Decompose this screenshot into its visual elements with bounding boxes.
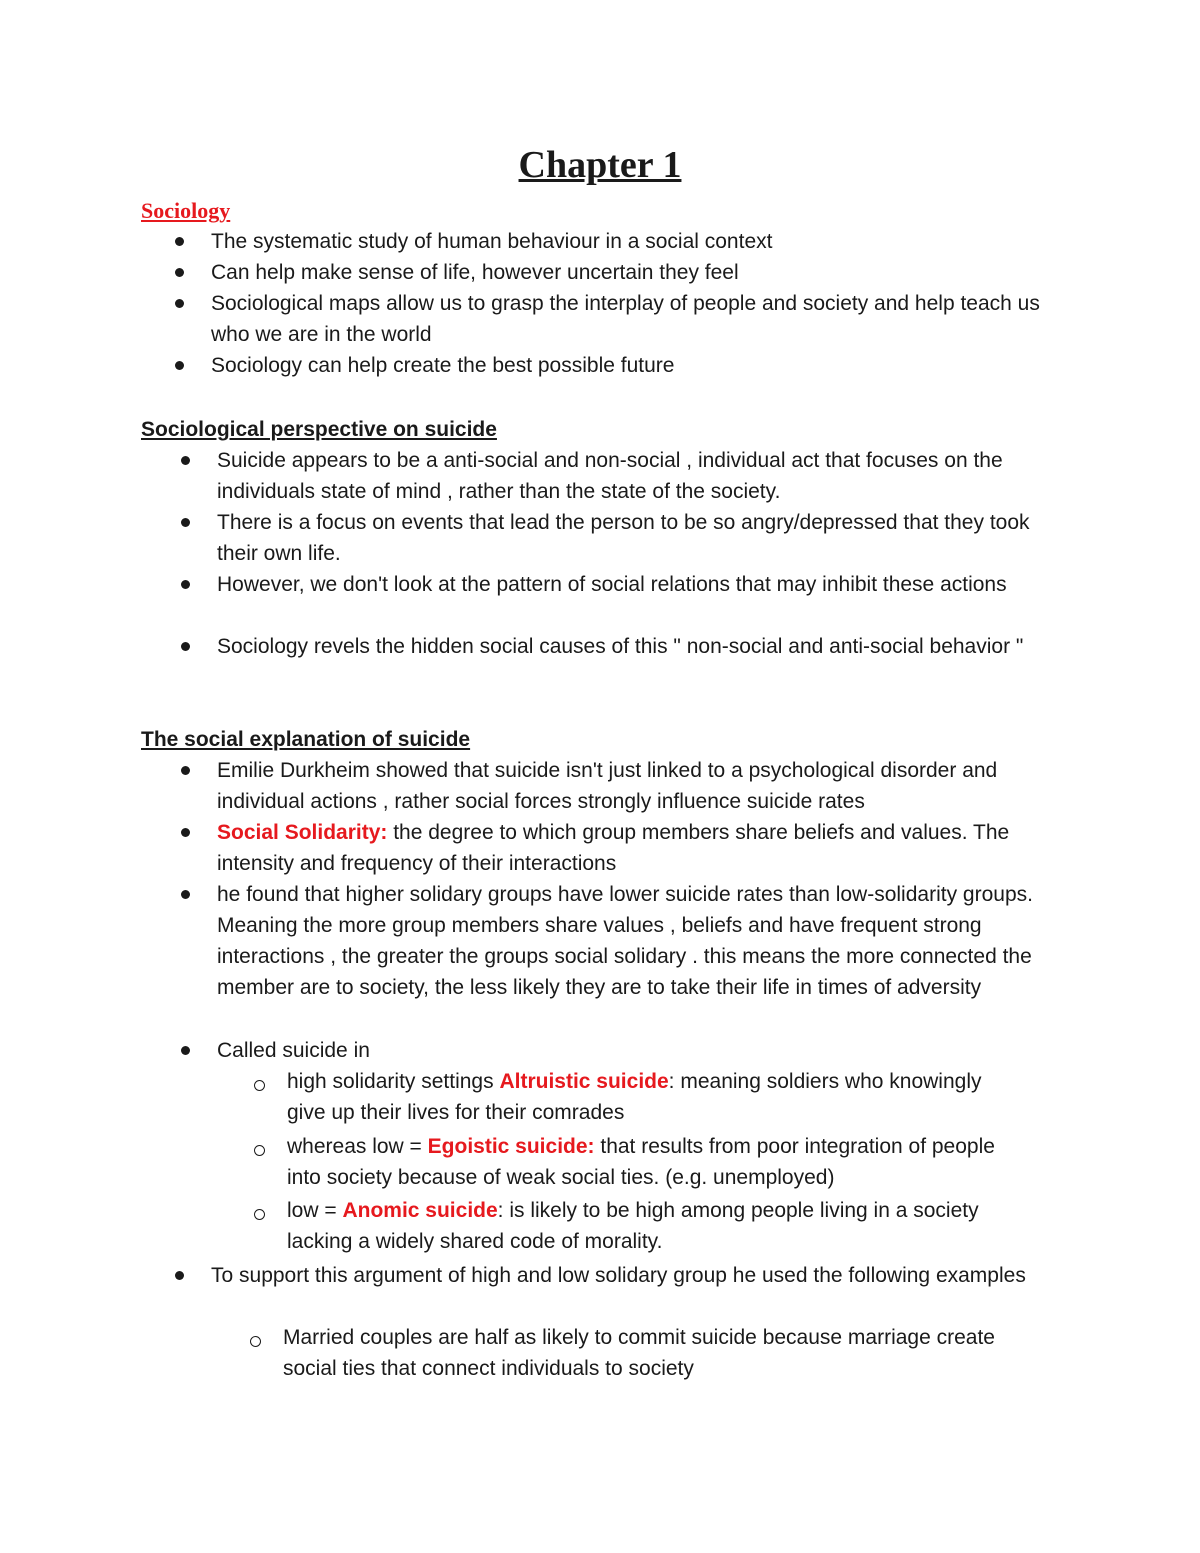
list-item — [217, 879, 1057, 1003]
list-item — [211, 288, 1061, 350]
list-item — [217, 755, 1062, 817]
term-social-solidarity: Social Solidarity: — [217, 821, 388, 844]
term-anomic-suicide: Anomic suicide — [342, 1199, 498, 1222]
list-item — [211, 257, 1071, 288]
list-item-text: the degree to which group members share beliefs and values. The intensity and frequency of their interactions — [217, 821, 1010, 875]
list-item-text: that results from poor integration of people into society because of weak social ties. (e.g. unemployed) — [287, 1135, 995, 1189]
page-title: Chapter 1 — [518, 144, 682, 186]
list-item-text: Married couples are half as likely to commit suicide because marriage create social ties that connect individuals to society — [283, 1326, 995, 1380]
list-item — [211, 1260, 1041, 1291]
list-item — [217, 445, 1047, 507]
list-item-text: However, we don't look at the pattern of social relations that may inhibit these actions — [217, 573, 1007, 596]
circle-bullet-icon — [254, 1145, 265, 1156]
list-item-text: is likely to be high among people living in a society lacking a widely shared code of morality. — [287, 1199, 979, 1253]
bullet-icon — [181, 456, 190, 465]
list-item-text: high solidarity settings — [287, 1070, 500, 1093]
list-item-text: To support this argument of high and low solidary group he used the following examples — [211, 1264, 1026, 1287]
list-item — [217, 507, 1047, 569]
list-item-text: he found that higher solidary groups have lower suicide rates than low-solidarity groups. Meaning the more group members share values , beliefs and have frequent strong interactions , the greater the groups social solidary . this means the more connected the member are to society, the less likely they are to take their life in times of adversity — [217, 883, 1033, 999]
section-heading-sociology: Sociology — [141, 198, 231, 223]
list-item-text: Emilie Durkheim showed that suicide isn't just linked to a psychological disorder and individual actions , rather social forces strongly influence suicide rates — [217, 759, 998, 813]
list-item-text: There is a focus on events that lead the person to be so angry/depressed that they took their own life. — [217, 511, 1030, 565]
circle-bullet-icon — [250, 1336, 261, 1347]
list-item-text: Called suicide in — [217, 1039, 370, 1062]
bullet-icon — [181, 642, 190, 651]
bullet-icon — [175, 1271, 184, 1280]
list-item-text: : meaning soldiers who knowingly give up their lives for their comrades — [287, 1070, 982, 1124]
bullet-icon — [181, 1046, 190, 1055]
list-item — [211, 350, 1071, 381]
bullet-icon — [175, 299, 184, 308]
section-heading-perspective: Sociological perspective on suicide — [141, 418, 497, 441]
list-item-text: : — [497, 1199, 504, 1222]
sub-list-item — [287, 1195, 1007, 1257]
sub-list-item — [287, 1131, 1027, 1193]
list-item — [217, 631, 1047, 662]
list-item-text: Sociological maps allow us to grasp the interplay of people and society and help teach us who we are in the world — [211, 292, 1040, 346]
bullet-icon — [181, 518, 190, 527]
section-heading-explanation: The social explanation of suicide — [141, 728, 471, 751]
term-altruistic-suicide: Altruistic suicide — [499, 1070, 669, 1093]
term-egoistic-suicide: Egoistic suicide: — [427, 1135, 595, 1158]
list-item-text: Can help make sense of life, however uncertain they feel — [211, 261, 739, 284]
list-item — [217, 1035, 1077, 1066]
sub-list-item — [287, 1066, 987, 1128]
list-item-text: Sociology revels the hidden social causes of this " non-social and anti-social behavior " — [217, 635, 1024, 658]
circle-bullet-icon — [254, 1209, 265, 1220]
bullet-icon — [175, 361, 184, 370]
bullet-icon — [175, 237, 184, 246]
sub-list-item — [283, 1322, 1028, 1384]
bullet-icon — [181, 580, 190, 589]
bullet-icon — [181, 828, 190, 837]
list-item — [217, 817, 1067, 879]
circle-bullet-icon — [254, 1080, 265, 1091]
list-item-text: low = — [287, 1199, 343, 1222]
list-item — [211, 226, 1071, 257]
bullet-icon — [175, 268, 184, 277]
list-item-text: Sociology can help create the best possible future — [211, 354, 675, 377]
list-item-text: The systematic study of human behaviour in a social context — [211, 230, 773, 253]
list-item — [217, 569, 1047, 600]
list-item-text: Suicide appears to be a anti-social and non-social , individual act that focuses on the individuals state of mind , rather than the state of the society. — [217, 449, 1003, 503]
bullet-icon — [181, 766, 190, 775]
bullet-icon — [181, 890, 190, 899]
list-item-text: whereas low = — [287, 1135, 428, 1158]
